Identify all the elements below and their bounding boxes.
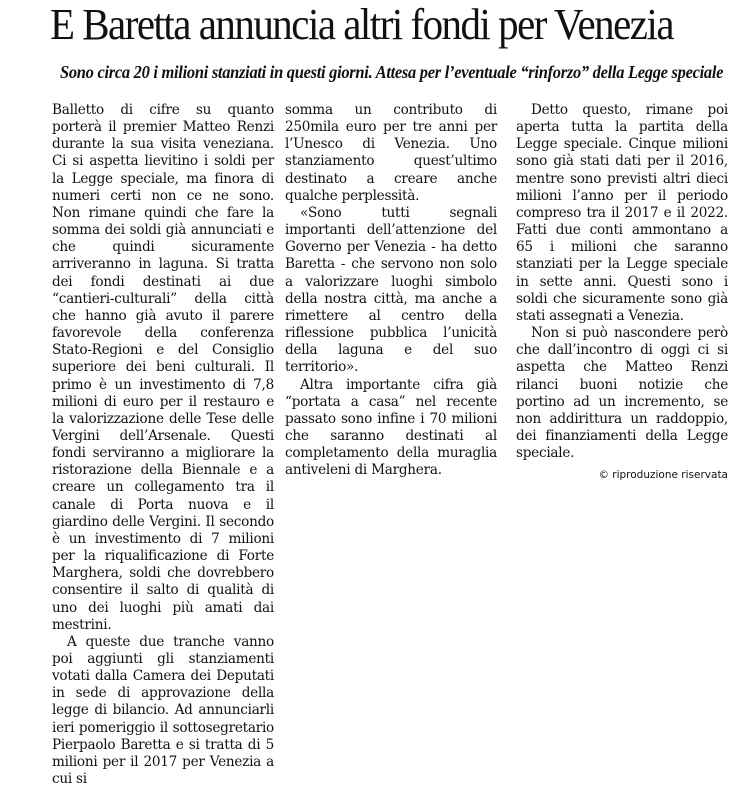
paragraph: somma un contributo di 250mila euro per tre anni per l’Unesco di Venezia. Uno stanziamento quest’ultimo destinato a creare anche qualche perplessità. xyxy=(285,102,497,204)
article-column-1 xyxy=(52,102,274,788)
paragraph: Non si può nascondere però che dall’incontro di oggi ci si aspetta che Matteo Renzi rilanci buoni notizie che portino ad un incremento, se non addirittura un raddoppio, dei finanziamenti della Legge speciale. xyxy=(516,325,728,462)
subtitle: Sono circa 20 i milioni stanziati in questi giorni. Attesa per l’eventuale “rinforzo” della Legge speciale xyxy=(60,62,724,82)
paragraph: A queste due tranche vanno poi aggiunti gli stanziamenti votati dalla Camera dei Deputati in sede di approvazione della legge di bilancio. Ad annunciarli ieri pomeriggio il sottosegretario Pierpaolo Baretta e si tratta di 5 milioni per il 2017 per Venezia a cui si xyxy=(52,633,274,788)
paragraph: Balletto di cifre su quanto porterà il premier Matteo Renzi durante la sua visita veneziana. Ci si aspetta lievitino i soldi per la Legge speciale, ma finora di numeri certi non ce ne sono. Non rimane quindi che fare la somma dei soldi già annunciati e che quindi sicuramente arriveranno in laguna. Si tratta dei fondi destinati ai due “cantieri-culturali” della città che hanno già avuto il parere favorevole della conferenza Stato-Regioni e del Consiglio superiore dei beni culturali. Il primo è un investimento di 7,8 milioni di euro per il restauro e la valorizzazione delle Tese delle Vergini dell’Arsenale. Questi fondi serviranno a migliorare la ristorazione della Biennale e a creare un collegamento tra il canale di Porta nuova e il giardino delle Vergini. Il secondo è un investimento di 7 milioni per la riqualificazione di Forte Marghera, soldi che dovrebbero consentire il salto di qualità di uno dei luoghi più amati dai mestrini. xyxy=(52,102,274,633)
article-column-2 xyxy=(285,102,497,479)
paragraph: Altra importante cifra già “portata a casa” nel recente passato sono infine i 70 milioni che saranno destinati al completamento della muraglia antiveleni di Marghera. xyxy=(285,376,497,479)
copyright-notice: © riproduzione riservata xyxy=(598,469,728,482)
paragraph: Detto questo, rimane poi aperta tutta la partita della Legge speciale. Cinque milioni sono già stati dati per il 2016, mentre sono previsti altri dieci milioni l’anno per il periodo compreso tra il 2017 e il 2022. Fatti due conti ammontano a 65 i milioni che saranno stanziati per la Legge speciale in sette anni. Questi sono i soldi che sicuramente sono già stati assegnati a Venezia. xyxy=(516,102,728,324)
headline: E Baretta annuncia altri fondi per Venezia xyxy=(50,0,673,49)
paragraph: «Sono tutti segnali importanti dell’attenzione del Governo per Venezia - ha detto Baretta - che servono non solo a valorizzare luoghi simbolo della nostra città, ma anche a rimettere al centro della riflessione pubblica l’unicità della laguna e del suo territorio». xyxy=(285,204,497,376)
article-column-3 xyxy=(516,102,728,482)
